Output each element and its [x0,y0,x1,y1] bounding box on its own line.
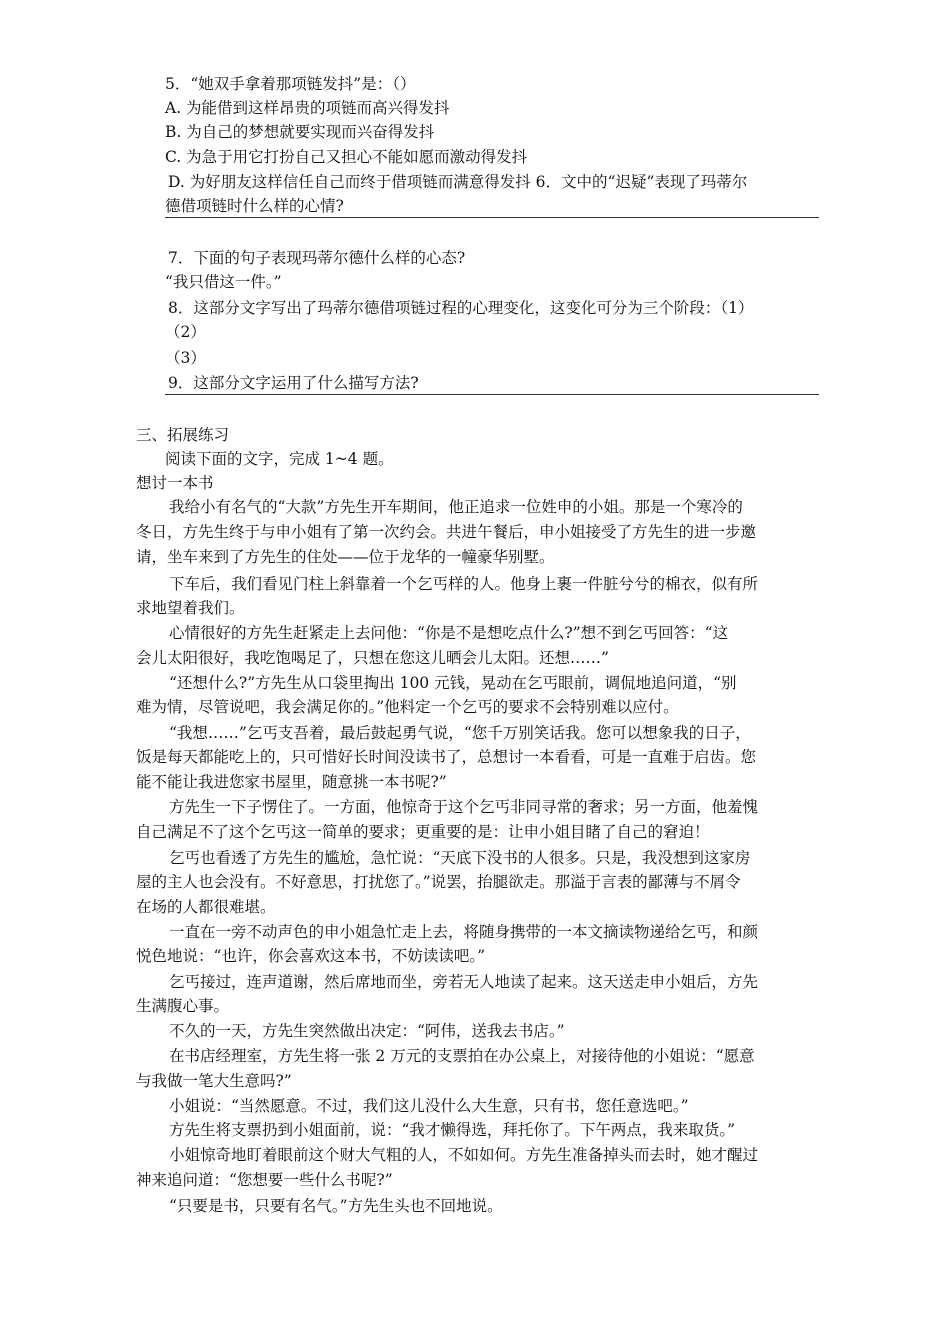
passage-line: 与我做一笔大生意吗?” [136,1072,292,1090]
q5-option-d: D. 为好朋友这样信任自己而终于借项链而满意得发抖 6．文中的“迟疑”表现了玛蒂尔 [168,173,748,191]
q7-stem: 7．下面的句子表现玛蒂尔德什么样的心态? [168,249,466,267]
passage-line: 自己满足不了这个乞丐这一简单的要求；更重要的是：让申小姐目睹了自己的窘迫！ [136,823,710,841]
q5-option-c: C. 为急于用它打扮自己又担心不能如愿而激动得发抖 [165,148,528,166]
passage-line: 在书店经理室，方先生将一张 2 万元的支票拍在办公桌上，对接待他的小姐说：“愿意 [169,1047,755,1065]
passage-line: 请，坐车来到了方先生的住处——位于龙华的一幢豪华别墅。 [136,548,555,566]
passage-line: 饭是每天都能吃上的，只可惜好长时间没读书了，总想讨一本看看，可是一直难于启齿。您 [136,748,757,766]
passage-line: 冬日，方先生终于与申小姐有了第一次约会。共进午餐后，申小姐接受了方先生的进一步邀 [136,523,757,541]
passage-line: 不久的一天，方先生突然做出决定：“阿伟，送我去书店。” [169,1022,565,1040]
q9-stem: 9．这部分文字运用了什么描写方法? [168,374,419,392]
q7-quote: “我只借这一件。” [165,273,282,291]
passage-line: 乞丐接过，连声道谢，然后席地而坐，旁若无人地读了起来。这天送走申小姐后，方先 [169,973,759,991]
q8-stem: 8．这部分文字写出了玛蒂尔德借项链过程的心理变化，这变化可分为三个阶段：（1） [168,299,754,317]
passage-line: 乞丐也看透了方先生的尴尬，急忙说：“天底下没书的人很多。只是，我没想到这家房 [169,849,751,867]
passage-line: “我想……”乞丐支吾着，最后鼓起勇气说，“您千万别笑话我。您可以想象我的日子， [169,724,751,742]
passage-line: 心情很好的方先生赶紧走上去问他：“你是不是想吃点什么?”想不到乞丐回答：“这 [169,624,729,642]
passage-line: 难为情，尽管说吧，我会满足你的。”他料定一个乞丐的要求不会特别难以应付。 [136,698,679,716]
passage-line: 方先生一下子愣住了。一方面，他惊奇于这个乞丐非同寻常的奢求；另一方面，他羞愧 [169,798,759,816]
passage-line: 小姐惊奇地盯着眼前这个财大气粗的人，不如如何。方先生准备掉头而去时，她才醒过 [169,1146,759,1164]
passage-line: “还想什么?”方先生从口袋里掏出 100 元钱，晃动在乞丐眼前，调侃地追问道，“别 [169,674,737,692]
section-heading: 三、拓展练习 [136,426,230,444]
passage-line: 一直在一旁不动声色的申小姐急忙走上去，将随身携带的一本文摘读物递给乞丐，和颜 [169,923,759,941]
passage-line: 方先生将支票扔到小姐面前，说：“我才懒得选，拜托你了。下午两点，我来取货。” [169,1121,736,1139]
q5-option-b: B. 为自己的梦想就要实现而兴奋得发抖 [165,123,435,141]
passage-line: 悦色地说：“也许，你会喜欢这本书，不妨读读吧。” [136,947,486,965]
passage-line: 能不能让我进您家书屋里，随意挑一本书呢?” [136,773,447,791]
reading-instruction: 阅读下面的文字，完成 1~4 题。 [165,450,394,468]
passage-line: 会儿太阳很好，我吃饱喝足了，只想在您这儿晒会儿太阳。还想……” [136,649,609,667]
q8-stage-3: （3） [165,349,206,367]
q5-option-a: A. 为能借到这样昂贵的项链而高兴得发抖 [165,99,450,117]
answer-line [165,394,819,395]
passage-line: 小姐说：“当然愿意。不过，我们这儿没什么大生意，只有书，您任意选吧。” [169,1097,689,1115]
passage-line: 生满腹心事。 [136,997,230,1015]
passage-line: 下车后，我们看见门柱上斜靠着一个乞丐样的人。他身上裹一件脏兮兮的棉衣，似有所 [169,575,759,593]
passage-line: “只要是书，只要有名气。”方先生头也不回地说。 [169,1197,503,1215]
passage-line: 我给小有名气的“大款”方先生开车期间，他正追求一位姓申的小姐。那是一个寒冷的 [169,498,743,516]
answer-line [165,217,819,218]
passage-line: 求地望着我们。 [136,599,245,617]
passage-line: 在场的人都很难堪。 [136,898,276,916]
q6-tail: 德借项链时什么样的心情? [165,197,344,215]
passage-line: 神来追问道：“您想要一些什么书呢?” [136,1171,393,1189]
passage-line: 屋的主人也会没有。不好意思，打扰您了。”说罢，抬腿欲走。那溢于言表的鄙薄与不屑令 [136,873,741,891]
passage-title: 想讨一本书 [136,474,214,492]
q5-stem: 5．“她双手拿着那项链发抖”是：（） [165,75,416,93]
q8-stage-2: （2） [165,323,206,341]
